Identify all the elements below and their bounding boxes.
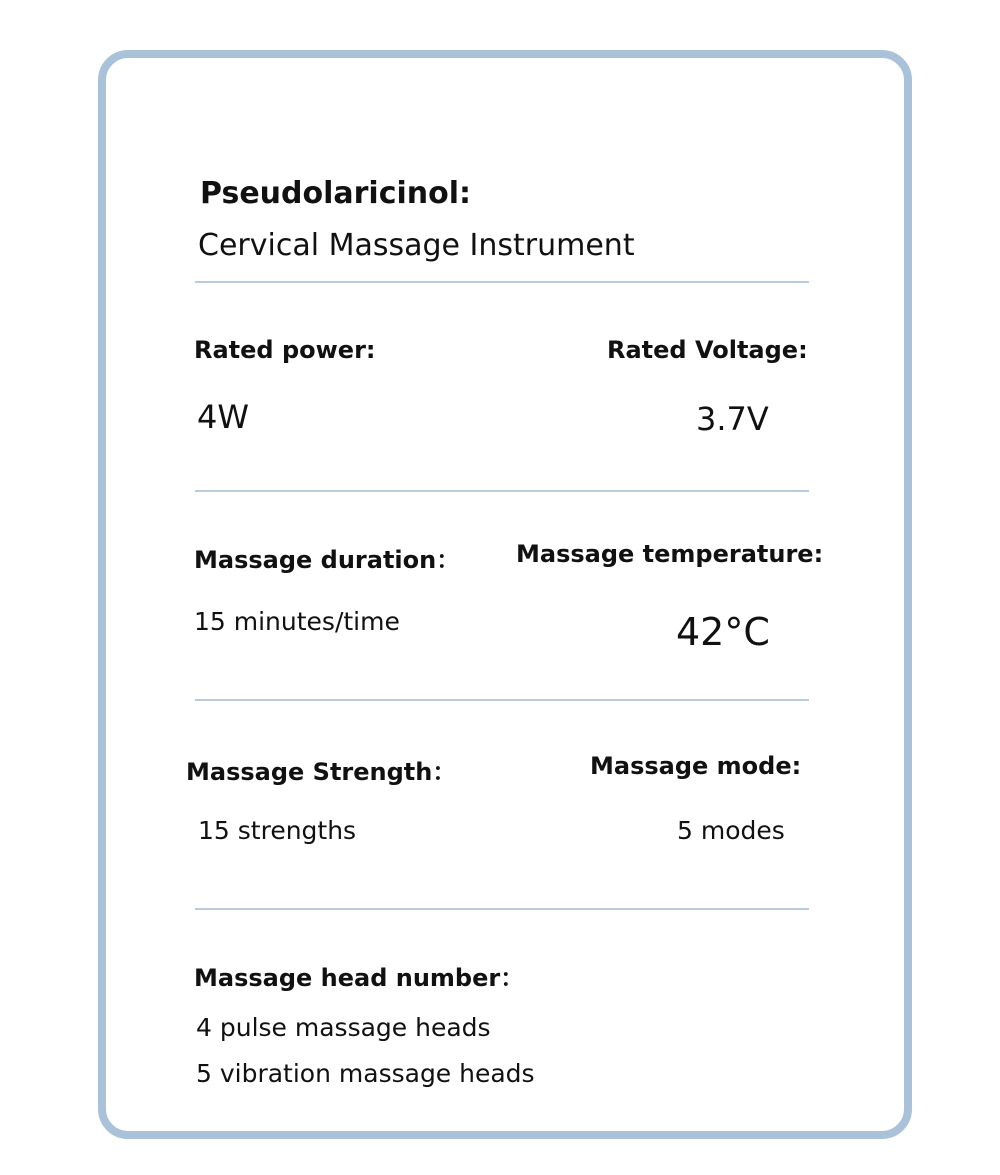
massage-temperature-value: 42°C [676, 610, 770, 654]
massage-duration-label: Massage duration： [194, 546, 461, 574]
massage-duration-value: 15 minutes/time [194, 607, 400, 636]
massage-strength-label: Massage Strength： [186, 758, 457, 786]
massage-head-pulse-value: 4 pulse massage heads [196, 1013, 491, 1042]
product-subtitle: Cervical Massage Instrument [198, 228, 635, 263]
divider [195, 490, 809, 492]
rated-voltage-label: Rated Voltage: [607, 336, 808, 364]
massage-head-vibration-value: 5 vibration massage heads [196, 1059, 535, 1088]
product-title: Pseudolaricinol: [200, 176, 472, 211]
divider [195, 908, 809, 910]
massage-mode-label: Massage mode: [590, 752, 802, 780]
rated-power-value: 4W [197, 398, 249, 436]
rated-power-label: Rated power: [194, 336, 376, 364]
massage-strength-value: 15 strengths [198, 816, 357, 845]
divider [195, 699, 809, 701]
massage-temperature-label: Massage temperature: [516, 540, 824, 568]
massage-head-number-label: Massage head number： [194, 964, 525, 992]
rated-voltage-value: 3.7V [696, 400, 769, 438]
massage-mode-value: 5 modes [677, 816, 785, 845]
divider [195, 281, 809, 283]
